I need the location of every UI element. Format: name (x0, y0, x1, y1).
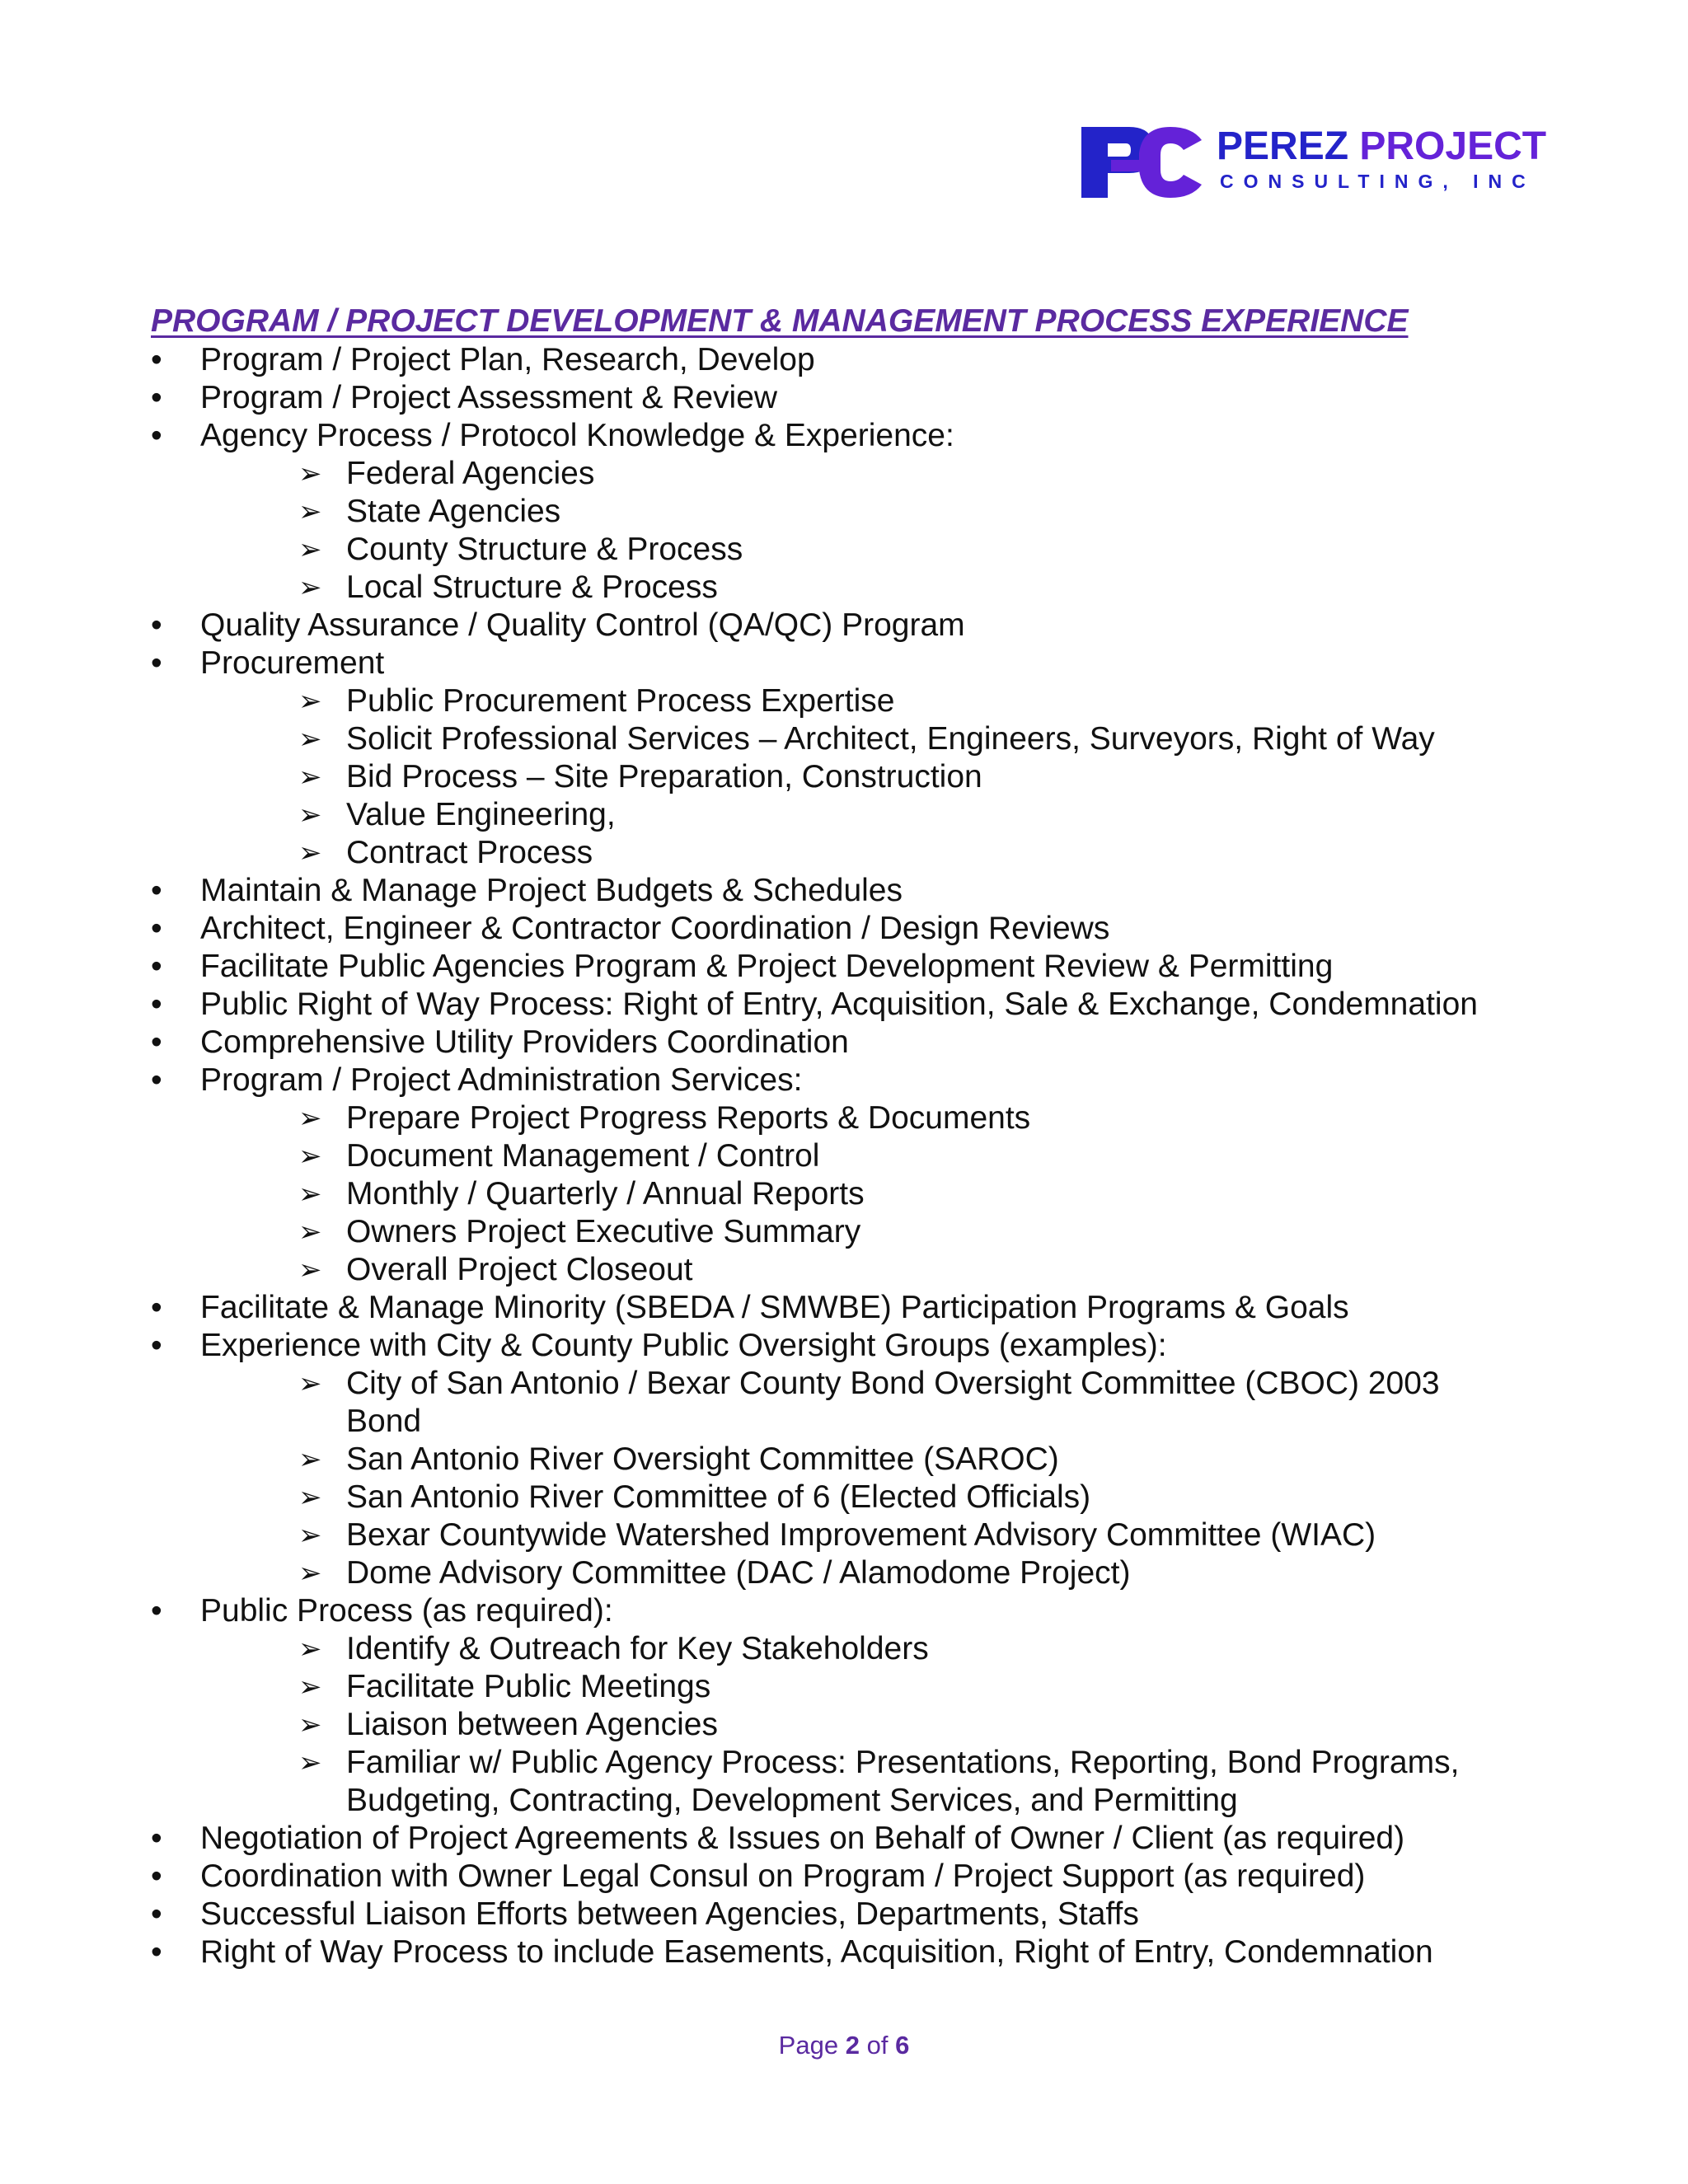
arrow-bullet-icon: ➢ (298, 1141, 322, 1172)
company-logo (1078, 120, 1547, 203)
item-text: Owners Project Executive Summary (346, 1214, 861, 1249)
arrow-bullet-icon: ➢ (298, 572, 322, 603)
bullet-item (0, 417, 1688, 455)
bullet-icon: • (151, 380, 162, 415)
sub-bullet-item (0, 1099, 1688, 1137)
sub-bullet-item (0, 1479, 1688, 1516)
arrow-bullet-icon: ➢ (298, 724, 322, 755)
arrow-bullet-icon: ➢ (298, 799, 322, 831)
sub-bullet-item (0, 720, 1688, 758)
item-text: Maintain & Manage Project Budgets & Schedules (200, 873, 903, 908)
item-text: Bond (346, 1404, 422, 1439)
sub-bullet-continuation (0, 1782, 1688, 1820)
bullet-icon: • (151, 1821, 162, 1856)
bullet-icon: • (151, 1024, 162, 1060)
item-text: San Antonio River Oversight Committee (SAROC) (346, 1441, 1059, 1477)
bullet-item (0, 1933, 1688, 1971)
sub-bullet-item (0, 682, 1688, 720)
bullet-icon: • (151, 911, 162, 946)
item-text: Successful Liaison Efforts between Agencies, Departments, Staffs (200, 1896, 1139, 1932)
item-text: Local Structure & Process (346, 569, 718, 605)
sub-bullet-item (0, 1630, 1688, 1668)
arrow-bullet-icon: ➢ (298, 1103, 322, 1134)
sub-bullet-item (0, 1516, 1688, 1554)
item-text: Program / Project Assessment & Review (200, 380, 778, 415)
bullet-item (0, 986, 1688, 1024)
arrow-bullet-icon: ➢ (298, 1368, 322, 1399)
bullet-item (0, 1592, 1688, 1630)
item-text: Solicit Professional Services – Architect, Engineers, Surveyors, Right of Way (346, 721, 1435, 757)
sub-bullet-item (0, 531, 1688, 569)
arrow-bullet-icon: ➢ (298, 496, 322, 527)
item-text: Coordination with Owner Legal Consul on Program / Project Support (as required) (200, 1858, 1366, 1894)
logo-subtitle: CONSULTING, INC (1220, 171, 1536, 192)
bullet-icon: • (151, 418, 162, 453)
bullet-item (0, 948, 1688, 986)
item-text: Bid Process – Site Preparation, Construction (346, 759, 982, 794)
bullet-icon: • (151, 1290, 162, 1325)
item-text: State Agencies (346, 494, 561, 529)
arrow-bullet-icon: ➢ (298, 534, 322, 565)
arrow-bullet-icon: ➢ (298, 1216, 322, 1248)
item-text: County Structure & Process (346, 532, 743, 567)
arrow-bullet-icon: ➢ (298, 1482, 322, 1513)
item-text: Experience with City & County Public Oversight Groups (examples): (200, 1328, 1167, 1363)
bullet-item (0, 1820, 1688, 1858)
bullet-item (0, 644, 1688, 682)
arrow-bullet-icon: ➢ (298, 1747, 322, 1779)
arrow-bullet-icon: ➢ (298, 837, 322, 869)
item-text: Document Management / Control (346, 1138, 820, 1174)
page-prefix: Page (778, 2031, 839, 2060)
bullet-icon: • (151, 342, 162, 377)
bullet-item (0, 1896, 1688, 1933)
sub-bullet-continuation (0, 1403, 1688, 1441)
pc-monogram-logo-icon (1078, 120, 1210, 203)
experience-list (0, 341, 1688, 1971)
sub-bullet-item (0, 1668, 1688, 1706)
arrow-bullet-icon: ➢ (298, 1558, 322, 1589)
item-text: Right of Way Process to include Easements, Acquisition, Right of Entry, Condemnation (200, 1934, 1433, 1970)
item-text: Dome Advisory Committee (DAC / Alamodome Project) (346, 1555, 1131, 1591)
page-current: 2 (845, 2031, 860, 2060)
item-text: Comprehensive Utility Providers Coordination (200, 1024, 849, 1060)
bullet-item (0, 1289, 1688, 1327)
sub-bullet-item (0, 455, 1688, 493)
item-text: Contract Process (346, 835, 593, 870)
bullet-icon: • (151, 1858, 162, 1894)
sub-bullet-item (0, 1365, 1688, 1403)
item-text: San Antonio River Committee of 6 (Elected Officials) (346, 1479, 1091, 1515)
item-text: Monthly / Quarterly / Annual Reports (346, 1176, 865, 1212)
logo-word-project: PROJECT (1359, 124, 1547, 168)
item-text: Quality Assurance / Quality Control (QA/QC) Program (200, 607, 965, 643)
item-text: Liaison between Agencies (346, 1707, 718, 1742)
arrow-bullet-icon: ➢ (298, 762, 322, 793)
item-text: Overall Project Closeout (346, 1252, 693, 1287)
arrow-bullet-icon: ➢ (298, 1444, 322, 1475)
item-text: Program / Project Plan, Research, Develop (200, 342, 815, 377)
sub-bullet-item (0, 1554, 1688, 1592)
item-text: Agency Process / Protocol Knowledge & Experience: (200, 418, 954, 453)
bullet-item (0, 1858, 1688, 1896)
sub-bullet-item (0, 569, 1688, 607)
item-text: Facilitate Public Meetings (346, 1669, 711, 1704)
bullet-item (0, 341, 1688, 379)
bullet-icon: • (151, 1934, 162, 1970)
sub-bullet-item (0, 1137, 1688, 1175)
page-number (0, 2029, 1688, 2062)
section-heading: PROGRAM / PROJECT DEVELOPMENT & MANAGEMENT PROCESS EXPERIENCE (151, 303, 1409, 339)
bullet-icon: • (151, 1593, 162, 1629)
arrow-bullet-icon: ➢ (298, 1179, 322, 1210)
item-text: Public Process (as required): (200, 1593, 613, 1629)
logo-word-perez: PEREZ (1217, 124, 1349, 168)
sub-bullet-item (0, 1213, 1688, 1251)
bullet-icon: • (151, 607, 162, 643)
item-text: Architect, Engineer & Contractor Coordination / Design Reviews (200, 911, 1110, 946)
arrow-bullet-icon: ➢ (298, 686, 322, 717)
arrow-bullet-icon: ➢ (298, 1709, 322, 1741)
bullet-item (0, 379, 1688, 417)
item-text: Value Engineering, (346, 797, 616, 832)
item-text: Procurement (200, 645, 385, 681)
arrow-bullet-icon: ➢ (298, 1520, 322, 1551)
bullet-icon: • (151, 645, 162, 681)
sub-bullet-item (0, 1175, 1688, 1213)
sub-bullet-item (0, 834, 1688, 872)
item-text: Program / Project Administration Services: (200, 1062, 803, 1098)
item-text: Federal Agencies (346, 456, 595, 491)
bullet-item (0, 910, 1688, 948)
bullet-icon: • (151, 1328, 162, 1363)
sub-bullet-item (0, 493, 1688, 531)
item-text: Public Right of Way Process: Right of Entry, Acquisition, Sale & Exchange, Condemnation (200, 987, 1478, 1022)
arrow-bullet-icon: ➢ (298, 458, 322, 490)
sub-bullet-item (0, 758, 1688, 796)
page-total: 6 (895, 2031, 910, 2060)
item-text: Budgeting, Contracting, Development Services, and Permitting (346, 1783, 1238, 1818)
bullet-icon: • (151, 873, 162, 908)
bullet-item (0, 872, 1688, 910)
bullet-icon: • (151, 1062, 162, 1098)
sub-bullet-item (0, 1706, 1688, 1744)
item-text: Public Procurement Process Expertise (346, 683, 895, 719)
item-text: Bexar Countywide Watershed Improvement Advisory Committee (WIAC) (346, 1517, 1376, 1553)
bullet-item (0, 1024, 1688, 1062)
item-text: Prepare Project Progress Reports & Documents (346, 1100, 1031, 1136)
bullet-icon: • (151, 987, 162, 1022)
bullet-item (0, 607, 1688, 644)
bullet-item (0, 1327, 1688, 1365)
logo-wordmark (1217, 124, 1546, 170)
sub-bullet-item (0, 1744, 1688, 1782)
item-text: Negotiation of Project Agreements & Issues on Behalf of Owner / Client (as required) (200, 1821, 1405, 1856)
item-text: Identify & Outreach for Key Stakeholders (346, 1631, 929, 1666)
sub-bullet-item (0, 1441, 1688, 1479)
item-text: Familiar w/ Public Agency Process: Presentations, Reporting, Bond Programs, (346, 1745, 1460, 1780)
arrow-bullet-icon: ➢ (298, 1671, 322, 1703)
bullet-icon: • (151, 1896, 162, 1932)
arrow-bullet-icon: ➢ (298, 1633, 322, 1665)
sub-bullet-item (0, 1251, 1688, 1289)
arrow-bullet-icon: ➢ (298, 1254, 322, 1286)
bullet-item (0, 1062, 1688, 1099)
item-text: City of San Antonio / Bexar County Bond Oversight Committee (CBOC) 2003 (346, 1366, 1440, 1401)
item-text: Facilitate & Manage Minority (SBEDA / SMWBE) Participation Programs & Goals (200, 1290, 1349, 1325)
sub-bullet-item (0, 796, 1688, 834)
item-text: Facilitate Public Agencies Program & Project Development Review & Permitting (200, 949, 1334, 984)
page-separator: of (866, 2031, 889, 2060)
bullet-icon: • (151, 949, 162, 984)
